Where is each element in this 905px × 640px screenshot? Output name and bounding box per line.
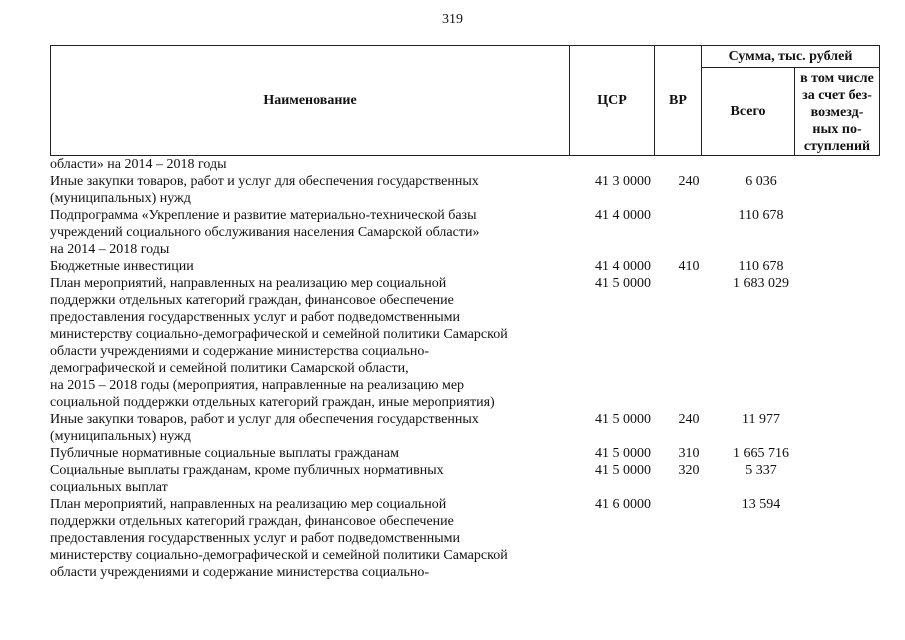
row-name: Социальные выплаты гражданам, кроме публичных нормативных социальных выплат	[50, 463, 444, 495]
column-header-name: Наименование	[51, 46, 570, 156]
row-total: 1 683 029	[733, 276, 789, 291]
budget-table-header	[50, 45, 880, 156]
row-vr-code: 320	[678, 463, 700, 478]
column-header-sum: Сумма, тыс. рублей	[702, 46, 880, 68]
row-csr-code: 41 5 0000	[595, 412, 651, 427]
row-csr-code: 41 5 0000	[595, 446, 651, 461]
row-name: области» на 2014 – 2018 годы	[50, 157, 227, 172]
row-vr-code: 310	[678, 446, 700, 461]
table-row	[50, 156, 895, 173]
row-name: Иные закупки товаров, работ и услуг для обеспечения государственных (муниципальных) нужд	[50, 174, 479, 206]
table-row	[50, 411, 895, 445]
row-csr-code: 41 4 0000	[595, 259, 651, 274]
table-row	[50, 496, 895, 581]
column-header-total: Всего	[702, 68, 795, 156]
table-row	[50, 462, 895, 496]
row-name: Публичные нормативные социальные выплаты гражданам	[50, 446, 399, 461]
row-name: Подпрограмма «Укрепление и развитие материально-технической базы учреждений социального обслуживания населения Самарской области» на 2014 – 2018 годы	[50, 208, 480, 257]
row-name: План мероприятий, направленных на реализацию мер социальной поддержки отдельных категорий граждан, финансовое обеспечение предоставления государственных услуг и работ подведомственными министерству социально-демографической и семейной политики Самарской области учреждениями и содержание министерства социально- демографической и семейной политики Самарской области, на 2015 – 2018 годы (мероприятия, направленные на реализацию мер социальной поддержки отдельных категорий граждан, иные мероприятия)	[50, 276, 508, 410]
row-name: План мероприятий, направленных на реализацию мер социальной поддержки отдельных категорий граждан, финансовое обеспечение предоставления государственных услуг и работ подведомственными министерству социально-демографической и семейной политики Самарской области учреждениями и содержание министерства социально-	[50, 497, 508, 580]
row-total: 110 678	[738, 208, 784, 223]
budget-table-body	[50, 156, 895, 581]
row-csr-code: 41 5 0000	[595, 276, 651, 291]
table-row	[50, 258, 895, 275]
row-total: 13 594	[741, 497, 781, 512]
table-row	[50, 445, 895, 462]
row-csr-code: 41 3 0000	[595, 174, 651, 189]
column-header-gratuitous: в том числе за счет без- возмезд- ных по- ступлений	[795, 68, 880, 156]
row-total: 110 678	[738, 259, 784, 274]
row-vr-code: 240	[678, 174, 700, 189]
table-row	[50, 275, 895, 411]
row-csr-code: 41 4 0000	[595, 208, 651, 223]
column-header-csr: ЦСР	[570, 46, 655, 156]
column-header-vr: ВР	[655, 46, 702, 156]
row-csr-code: 41 6 0000	[595, 497, 651, 512]
row-name: Иные закупки товаров, работ и услуг для обеспечения государственных (муниципальных) нужд	[50, 412, 479, 444]
row-csr-code: 41 5 0000	[595, 463, 651, 478]
table-row	[50, 207, 895, 258]
row-total: 11 977	[742, 412, 780, 427]
row-name: Бюджетные инвестиции	[50, 259, 194, 274]
row-total: 1 665 716	[733, 446, 789, 461]
row-vr-code: 410	[678, 259, 700, 274]
row-vr-code: 240	[678, 412, 700, 427]
row-total: 6 036	[745, 174, 777, 189]
row-total: 5 337	[745, 463, 777, 478]
table-row	[50, 173, 895, 207]
page-number: 319	[442, 12, 463, 27]
